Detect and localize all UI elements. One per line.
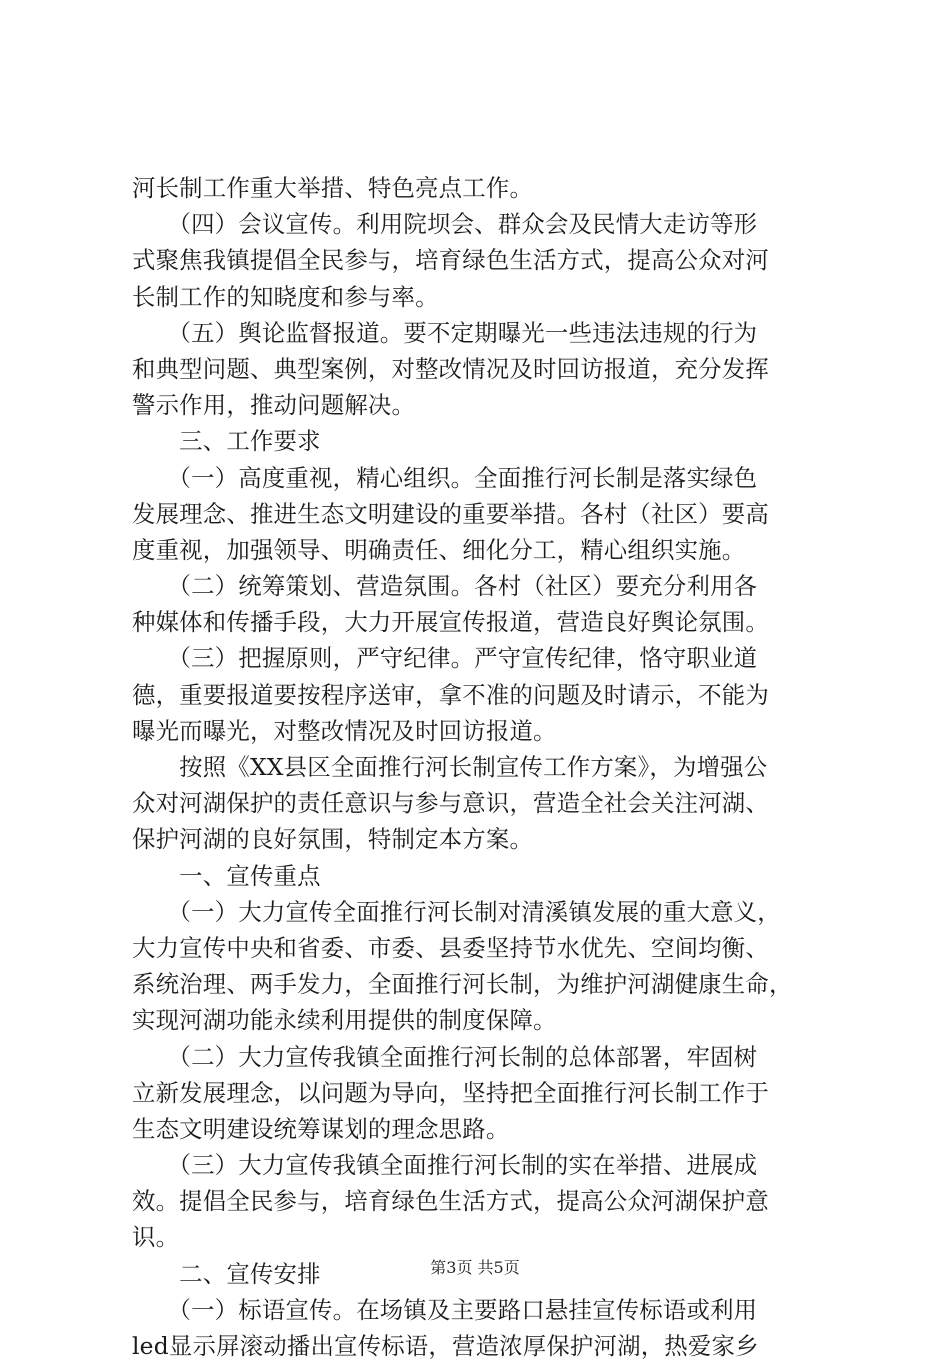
text-line: 众对河湖保护的责任意识与参与意识，营造全社会关注河湖、 <box>132 789 769 818</box>
text-line: （三）把握原则，严守纪律。严守宣传纪律，恪守职业道 <box>132 644 758 673</box>
text-line: 河长制工作重大举措、特色亮点工作。 <box>132 174 534 202</box>
text-line: （五）舆论监督报道。要不定期曝光一些违法违规的行为 <box>132 318 758 347</box>
text-line: 效。提倡全民参与，培育绿色生活方式，提高公众河湖保护意 <box>132 1187 769 1216</box>
text-line: 识。 <box>132 1223 180 1252</box>
text-line: （一）标语宣传。在场镇及主要路口悬挂宣传标语或利用 <box>132 1295 758 1324</box>
text-line: 系统治理、两手发力，全面推行河长制，为维护河湖健康生命， <box>132 970 793 999</box>
text-line: 大力宣传中央和省委、市委、县委坚持节水优先、空间均衡、 <box>132 933 769 962</box>
section-heading: 一、宣传重点 <box>132 861 321 890</box>
text-line: 立新发展理念，以问题为导向，坚持把全面推行河长制工作于 <box>132 1078 769 1107</box>
text-line: 生态文明建设统筹谋划的理念思路。 <box>132 1114 510 1143</box>
text-line: 发展理念、推进生态文明建设的重要举措。各村（社区）要高 <box>132 499 769 528</box>
text-line: （二）统筹策划、营造氛围。各村（社区）要充分利用各 <box>132 572 758 601</box>
text-line: （二）大力宣传我镇全面推行河长制的总体部署，牢固树 <box>132 1042 758 1071</box>
text-line: （三）大力宣传我镇全面推行河长制的实在举措、进展成 <box>132 1151 758 1180</box>
text-line: 度重视，加强领导、明确责任、细化分工，精心组织实施。 <box>132 535 746 564</box>
text-line: 德，重要报道要按程序送审，拿不准的问题及时请示，不能为 <box>132 680 769 709</box>
text-line: 保护河湖的良好氛围，特制定本方案。 <box>132 825 534 854</box>
text-line: 按照《XX县区全面推行河长制宣传工作方案》，为增强公 <box>132 753 768 781</box>
text-line: （一）高度重视，精心组织。全面推行河长制是落实绿色 <box>132 463 758 492</box>
page-number: 第3页 共5页 <box>430 1258 520 1277</box>
page-footer <box>0 1258 950 1278</box>
text-line: （四）会议宣传。利用院坝会、群众会及民情大走访等形 <box>132 210 758 239</box>
section-heading: 三、工作要求 <box>132 427 321 456</box>
text-line: 警示作用，推动问题解决。 <box>132 391 416 420</box>
text-line: （一）大力宣传全面推行河长制对清溪镇发展的重大意义， <box>132 897 781 926</box>
text-line: 长制工作的知晓度和参与率。 <box>132 282 439 311</box>
text-line: 曝光而曝光，对整改情况及时回访报道。 <box>132 716 557 745</box>
document-body <box>132 170 830 1364</box>
section-heading: 二、宣传安排 <box>132 1259 321 1288</box>
text-line: led显示屏滚动播出宣传标语，营造浓厚保护河湖，热爱家乡 <box>132 1332 759 1360</box>
text-line: 实现河湖功能永续利用提供的制度保障。 <box>132 1006 557 1035</box>
text-line: 种媒体和传播手段，大力开展宣传报道，营造良好舆论氛围。 <box>132 608 769 637</box>
text-line: 和典型问题、典型案例，对整改情况及时回访报道，充分发挥 <box>132 354 769 383</box>
text-line: 式聚焦我镇提倡全民参与，培育绿色生活方式，提高公众对河 <box>132 246 769 275</box>
